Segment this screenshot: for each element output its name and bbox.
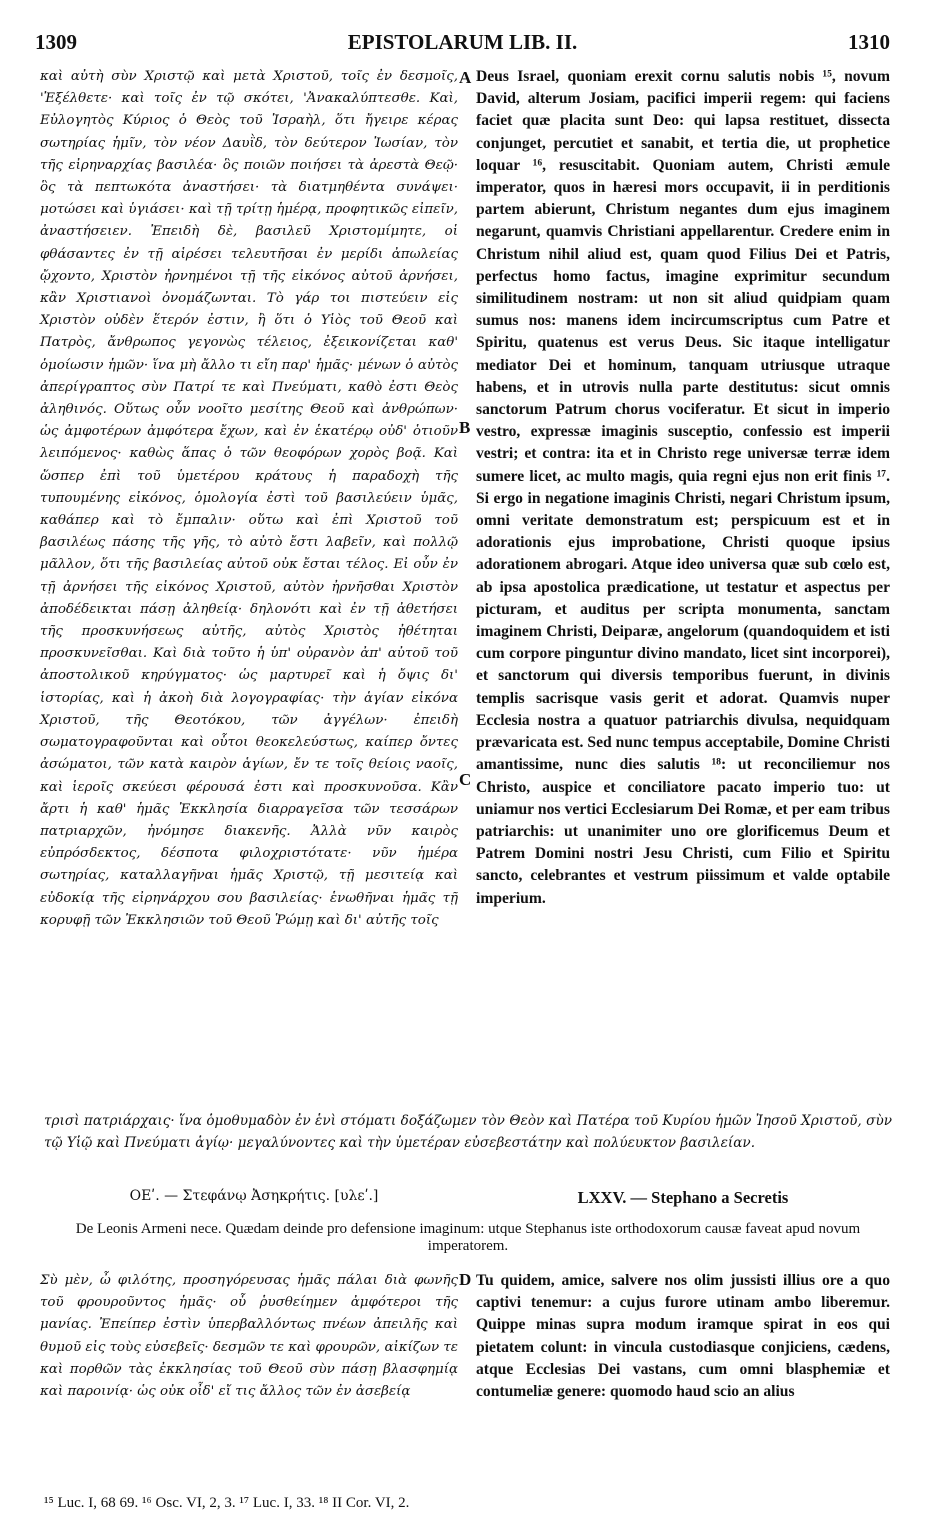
running-title: EPISTOLARUM LIB. II. [347, 30, 578, 54]
latin-column-bottom [476, 1270, 890, 1403]
greek-column-bottom [40, 1270, 458, 1403]
margin-letter-a: A [459, 68, 472, 87]
latin-text-bottom: Tu quidem, amice, salvere nos olim jussisti illius ore a quo captivi tenemur: a cujus furore utinam ambo liberemur. Quippe minas supra modum iramque spirat in eos qui pietatem colunt: in vincula custodiasque conjiciens, cædens, atque Ecclesias Dei vastans, cum omni blasphemiæ et contumeliæ genere: quomodo haud scio an alius [476, 1272, 890, 1401]
greek-text-top: καὶ αὐτὴ σὺν Χριστῷ καὶ μετὰ Χριστοῦ, τοῖς ἐν δεσμοῖς, 'Ἐξέλθετε· καὶ τοῖς ἐν τῷ σκότει, 'Ἀνακαλύπτεσθε. Καὶ, Εὐλογητὸς Κύριος ὁ Θεὸς τοῦ Ἰσραὴλ, ὅτι ἤγειρε κέρας σωτηρίας ἡμῖν, τὸν νέον Δαυῒδ, τὸν δεύτερον Ἰωσίαν, τὸν τῆς εἰρηναρχίας βασιλέα· ὃς ποιῶν ποιήσει τὰ ἀρεστὰ Θεῷ· ὃς τὰ πεπτωκότα ἀναστήσει· τὰ διατμηθέντα συνάψει· μοτώσει καὶ ὑγιάσει· καὶ τῇ τρίτῃ ἡμέρᾳ, προφητικῶς εἰπεῖν, ἀναστήσειεν. Ἐπειδὴ δὲ, βασιλεῦ Χριστομίμητε, οἱ φθάσαντες ἐν τῇ αἱρέσει τελευτῆσαι ἐν μερίδι ἀπωλείας ᾤχοντο, Χριστὸν ἠρνημένοι τῇ τῆς εἰκόνος αὐτοῦ ἀρνήσει, κἂν Χριστιανοὶ ὀνομάζωνται. Τὸ γάρ τοι πιστεύειν εἰς Χριστὸν οὐδὲν ἕτερόν ἐστιν, ἢ ὅτι ὁ Υἱὸς τοῦ Θεοῦ καὶ Πατρὸς, ἄνθρωπος γεγονὼς τέλειος, ἐξεικονίζεται καθ' ὁμοίωσιν ἡμῶν· ἵνα μὴ ἄλλο τι εἴη παρ' ἡμᾶς· μένων ὁ αὐτὸς ἀπερίγραπτος σὺν Πατρί τε καὶ Πνεύματι, καθὸ ἐστι Θεὸς ἀληθινός. Οὕτως οὖν νοοῖτο μεσίτης Θεοῦ καὶ ἀνθρώπων· ὡς ἀμφοτέρων ἀμφότερα ἔχων, καὶ ἐν ἑκατέρῳ οὐδ' ὁτιοῦν λειπόμενος· καθὼς ἅπας ὁ τῶν θεοφόρων χορὸς βοᾷ. Καὶ ὥσπερ ἐπὶ τοῦ ὑμετέρου κράτους ἡ παραδοχὴ τῆς τυπουμένης εἰκόνος, ὁμολογία ἐστὶ τοῦ βασιλεύειν ὑμᾶς, καθάπερ καὶ τὸ ἔμπαλιν· οὕτω καὶ ἐπὶ Χριστοῦ τοῦ βασιλέως πάσης τῆς γῆς, τὸ αὐτὸ ἔστι λαβεῖν, καὶ πολλῷ μᾶλλον, ὅτι τῆς βασιλείας αὐτοῦ οὐκ ἔσται τέλος. Εἰ οὖν ἐν τῇ ἀρνήσει τῆς εἰκόνος Χριστοῦ, αὐτὸν ἠρνῆσθαι Χριστὸν ἀποδέδεικται πάσῃ ἀληθείᾳ· δηλονότι καὶ ἐν τῇ ἀθετήσει τῆς προσκυνήσεως αὐτῆς, αὐτὸς Χριστὸς ἠθέτηται προσκυνεῖσθαι. Καὶ διὰ τοῦτο ἡ ὑπ' οὐρανὸν ἀπ' αὐτοῦ τοῦ ἀποστολικοῦ κηρύγματος· ὡς μαρτυρεῖ καὶ ἡ ὄψις δι' ἱστορίας, καὶ ἡ ἀκοὴ διὰ λογογραφίας· τὴν ἁγίαν εἰκόνα Χριστοῦ, τῆς Θεοτόκου, τῶν ἀγγέλων· ἐπειδὴ σωματογραφοῦνται καὶ οὗτοι θεοκελεύστως, καίπερ ὄντες ἀσώματοι, τῶν κατὰ καιρὸν ἁγίων, ἔν τε τοῖς θείοις ναοῖς, καὶ ἱεροῖς σκεύεσι φέρουσά ἐστι καὶ προσκυνοῦσα. Κἂν ἄρτι ἡ καθ' ἡμᾶς Ἐκκλησία διαρραγεῖσα τῶν τεσσάρων πατριαρχῶν, ἠνόμησε διακενῆς. Ἀλλὰ νῦν καιρὸς εὐπρόσδεκτος, δέσποτα φιλοχριστότατε· νῦν ἡμέρα σωτηρίας, καταλλαγῆναι ἡμᾶς Χριστῷ, τῇ μεσιτείᾳ καὶ εὐδοκίᾳ τῆς εἰρηνάρχου σου βασιλείας· ἑνωθῆναι ἡμᾶς τῇ κορυφῇ τῶν Ἐκκλησιῶν τοῦ Θεοῦ Ῥώμῃ καὶ δι' αὐτῆς τοῖς [40, 69, 458, 928]
greek-text-bottom: Σὺ μὲν, ὦ φιλότης, προσηγόρευσας ἡμᾶς πάλαι διὰ φωνῆς τοῦ φρουροῦντος ἡμᾶς· οὗ ῥυσθείημεν ἀμφότεροι τῆς μανίας. Ἐπείπερ ἐστὶν ὑπερβαλλόντως πνέων ἀπειλῆς καὶ θυμοῦ εἰς τοὺς εὐσεβεῖς· δεσμῶν τε καὶ φρουρῶν, αἰκίζων τε καὶ πορθῶν τὰς ἐκκλησίας τοῦ Θεοῦ σὺν πάσῃ βλασφημίᾳ καὶ παροινίᾳ· ὡς οὐκ οἶδ' εἴ τις ἄλλος τῶν ἐν ἀσεβείᾳ [40, 1273, 458, 1400]
section-title-greek: ΟΕʹ. — Στεφάνῳ Ἀσηκρήτις. [υλεʹ.] [129, 1188, 379, 1204]
letter-summary: De Leonis Armeni nece. Quædam deinde pro defensione imaginum: utque Stephanus iste orthodoxorum causæ faveat apud novum imperatorem. [75, 1221, 861, 1254]
greek-fullwidth-ending [44, 1110, 892, 1154]
margin-letter-c: C [459, 770, 472, 789]
greek-column-top [40, 66, 458, 932]
margin-letter-d: D [459, 1270, 472, 1289]
latin-column-top [476, 66, 890, 910]
page-number-right: 1310 [848, 30, 890, 54]
page-number-left: 1309 [35, 30, 77, 54]
section-title-latin: LXXV. — Stephano a Secretis [577, 1188, 789, 1207]
latin-text-top: Deus Israel, quoniam erexit cornu salutis nobis ¹⁵, novum David, alterum Josiam, pacifici imperii regem: qui faciens faciet quæ placita sunt Deo: qui lapsa restituet, dissecta conjunget, percutiet et sanabit, et tertia die, ut prophetice loquar ¹⁶, resuscitabit. Quoniam autem, Christi æmule imperator, quos in hæresi mors occupavit, ii in perditionis partem abierunt, Christum negantes dum ejus imaginem negarunt, quamvis Christiani appellarentur. Credere enim in Christum nihil aliud est, quam quod Filius Dei et Patris, perfectus homo factus, imagine exprimitur secundum similitudinem nostram: ut non sit aliud quidpiam quam sumus nos: manens idem incircumscriptus cum Patre et Spiritu, quatenus est verus Deus. Sic itaque intelligatur mediator Dei et hominum, tanquam utriusque utraque habens, et in utrovis nulla parte destitutus: sicut omnis sanctorum Patrum chorus vociferatur. Et sicut in imperio vestro, expressæ imaginis susceptio, confessio est imperii vestri; et contra: ita et in Christo rege universæ terræ idem sumere licet, ac multo magis, quia regni ejus non erit finis ¹⁷. Si ergo in negatione imaginis Christi, negari Christum ipsum, omni veritate demonstratum est; perspicuum est et in adorationis ejus improbatione, Christi quoque ipsius adorationem abrogari. Atque ideo universa quæ sub cœlo est, ab ipsa apostolica prædicatione, ut testatur et aspectus per picturam, et auditus per scripta monumenta, sanctam imaginem Christi, Deiparæ, angelorum (quandoquidem et isti cum corpore pinguntur divino mandato, licet sint incorporei), et sanctorum qui diversis temporibus fuerunt, in divinis templis sacrisque vasis gerit et adorat. Quamvis nuper Ecclesia nostra a quatuor patriarchis divulsa, nequidquam prævaricata est. Sed nunc tempus acceptabile, Domine Christi amantissime, nunc dies salutis ¹⁸: ut reconciliemur nos Christo, auspice et conciliatore pacato imperio tuo: ut uniamur nos vertici Ecclesiarum Dei Romæ, et per eam tribus patriarchis: ut unanimiter uno ore glorificemus Deum et Patrem Domini nostri Jesu Christi, cum Filio et Spiritu sancto, celebrantes et vestrum piissimum et valde optabile imperium. [476, 68, 890, 907]
greek-text-full: τρισὶ πατριάρχαις· ἵνα ὁμοθυμαδὸν ἐν ἑνὶ στόματι δοξάζωμεν τὸν Θεὸν καὶ Πατέρα τοῦ Κυρίου ἡμῶν Ἰησοῦ Χριστοῦ, σὺν τῷ Υἱῷ καὶ Πνεύματι ἁγίῳ· μεγαλύνοντες καὶ τὴν ὑμετέραν εὐσεβεστάτην καὶ πολύευκτον βασιλείαν. [44, 1113, 892, 1151]
page-header [35, 30, 890, 60]
margin-letter-b: B [459, 418, 471, 437]
footnotes: ¹⁵ Luc. I, 68 69. ¹⁶ Osc. VI, 2, 3. ¹⁷ Luc. I, 33. ¹⁸ II Cor. VI, 2. [44, 1495, 410, 1511]
